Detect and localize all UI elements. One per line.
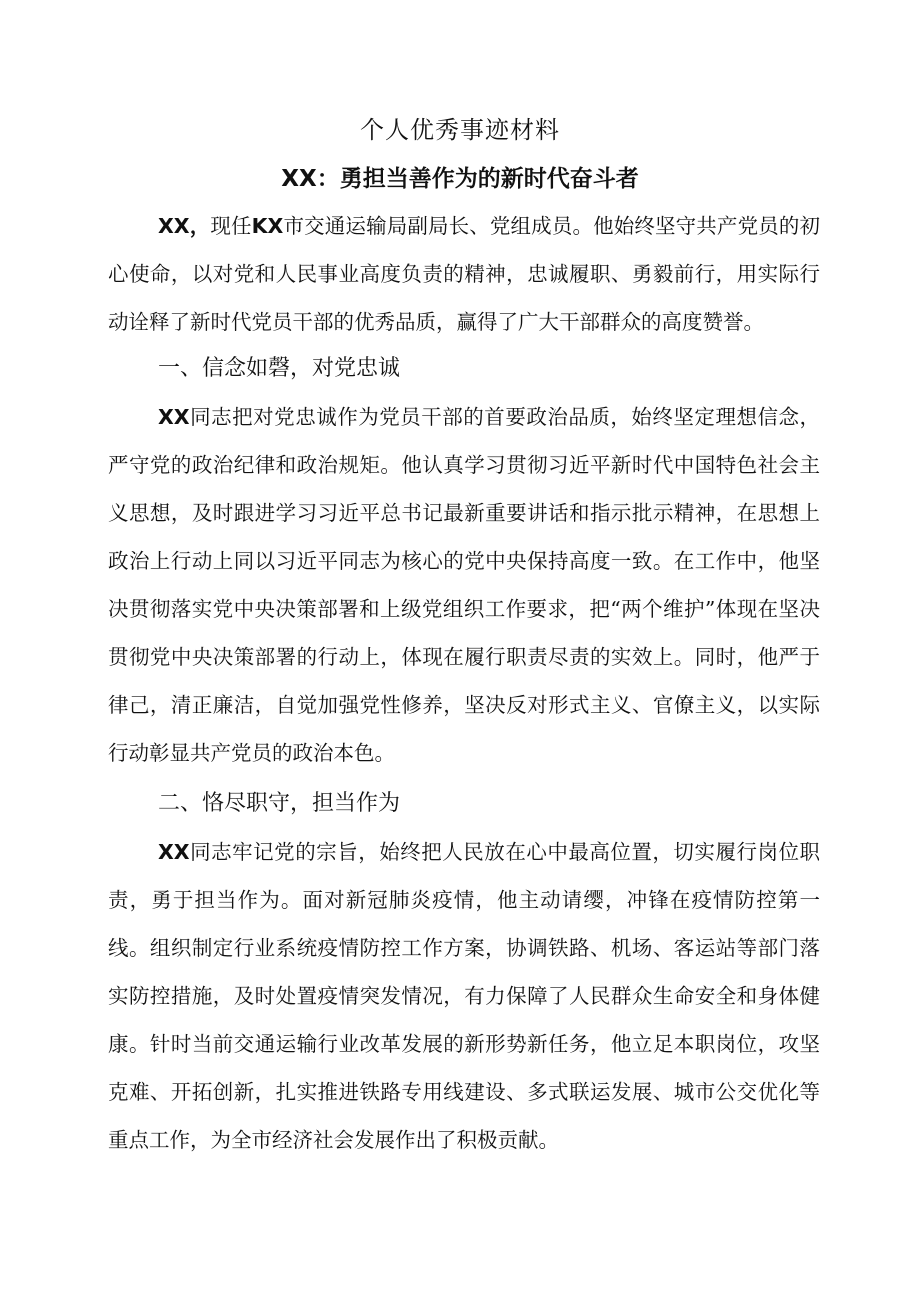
intro-block [108,202,820,346]
document-title: 个人优秀事迹材料 [360,116,560,144]
intro-name: XX， [158,214,211,238]
intro-paragraph [108,202,820,346]
section-1 [108,345,820,777]
section-2 [108,780,820,1164]
section-1-paragraph [108,393,820,777]
section-1-body: 同志把对党忠诚作为党员干部的首要政治品质，始终坚定理想信念，严守党的政治纪律和政治规矩。他认真学习贯彻习近平新时代中国特色社会主义思想，及时跟进学习习近平总书记最新重要讲话和指示批示精神，在思想上政治上行动上同以习近平同志为核心的党中央保持高度一致。在工作中，他坚决贯彻落实党中央决策部署和上级党组织工作要求，把“两个维护”体现在坚决贯彻党中央决策部署的行动上，体现在履行职责尽责的实效上。同时，他严于律己，清正廉洁，自觉加强党性修养，坚决反对形式主义、官僚主义，以实际行动彰显共产党员的政治本色。 [108,405,820,765]
section-1-lead: XX [158,405,190,429]
section-2-heading: 二、恪尽职守，担当作为 [158,791,401,816]
section-2-body: 同志牢记党的宗旨，始终把人民放在心中最高位置，切实履行岗位职责，勇于担当作为。面对新冠肺炎疫情，他主动请缨，冲锋在疫情防控第一线。组织制定行业系统疫情防控工作方案，协调铁路、机场、客运站等部门落实防控措施，及时处置疫情突发情况，有力保障了人民群众生命安全和身体健康。针时当前交通运输行业改革发展的新形势新任务，他立足本职岗位，攻坚克难、开拓创新，扎实推进铁路专用线建设、多式联运发展、城市公交优化等重点工作，为全市经济社会发展作出了积极贡献。 [108,840,820,1152]
document-subtitle: XX：勇担当善作为的新时代奋斗者 [281,166,639,192]
section-2-paragraph [108,828,820,1164]
intro-org-prefix: KX [251,214,284,238]
intro-text: 市交通运输局副局长、党组成员。他始终坚守共产党员的初心使命，以对党和人民事业高度负责的精神，忠诚履职、勇毅前行，用实际行动诠释了新时代党员干部的优秀品质，赢得了广大干部群众的高度赞誉。 [108,214,820,334]
intro-text-before-org: 现任 [210,214,252,238]
section-1-heading: 一、信念如磬，对党忠诚 [158,356,401,381]
section-2-lead: XX [158,840,190,864]
